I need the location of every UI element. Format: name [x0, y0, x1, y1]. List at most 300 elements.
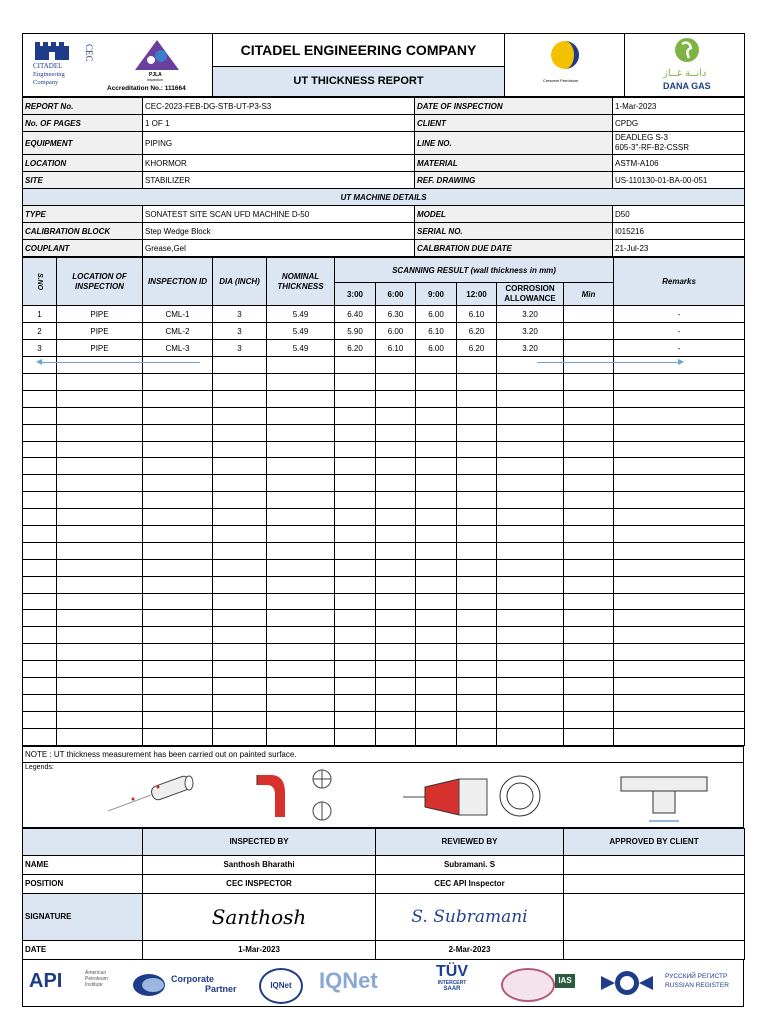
label-site: SITE — [23, 172, 143, 189]
empty-cell — [143, 475, 213, 492]
empty-cell — [497, 678, 564, 695]
cell-sno: 1 — [23, 306, 57, 323]
empty-cell — [416, 661, 457, 678]
empty-cell — [376, 711, 416, 728]
empty-cell — [457, 390, 497, 407]
empty-cell — [457, 678, 497, 695]
citadel-logo — [29, 38, 94, 92]
reviewed-by-header: REVIEWED BY — [376, 828, 564, 855]
ut-machine-section-title: UT MACHINE DETAILS — [23, 189, 745, 206]
empty-cell — [23, 492, 57, 509]
note-text: NOTE : UT thickness measurement has been carried out on painted surface. — [23, 746, 744, 762]
cell-min — [564, 323, 614, 340]
empty-cell — [57, 627, 143, 644]
info-row — [23, 115, 745, 132]
api-logo-text: American Petroleum Institute — [85, 969, 108, 988]
empty-cell — [143, 559, 213, 576]
empty-cell — [564, 509, 614, 526]
empty-table-row — [23, 576, 745, 593]
tee-legend-icon — [619, 767, 709, 825]
empty-cell — [213, 441, 267, 458]
arrow-right-icon: ▶ — [678, 357, 685, 366]
ias-logo: IAS — [555, 974, 575, 988]
label-ref-drawing: REF. DRAWING — [415, 172, 613, 189]
empty-cell — [564, 678, 614, 695]
empty-cell — [457, 357, 497, 374]
empty-cell — [614, 492, 745, 509]
header-remarks: Remarks — [614, 258, 745, 306]
empty-cell — [57, 593, 143, 610]
cell-dia: 3 — [213, 323, 267, 340]
cell-corrosion-allowance: 3.20 — [497, 306, 564, 323]
empty-cell — [213, 610, 267, 627]
empty-table-row — [23, 441, 745, 458]
signature-label: SIGNATURE — [23, 893, 143, 940]
empty-cell — [457, 424, 497, 441]
empty-cell — [457, 694, 497, 711]
empty-cell — [57, 644, 143, 661]
empty-cell — [143, 390, 213, 407]
empty-cell — [213, 694, 267, 711]
empty-cell — [143, 374, 213, 391]
empty-cell — [497, 661, 564, 678]
empty-cell — [497, 711, 564, 728]
company-name: CITADEL ENGINEERING COMPANY — [213, 34, 505, 67]
empty-cell — [143, 610, 213, 627]
empty-cell — [497, 610, 564, 627]
empty-cell — [57, 542, 143, 559]
empty-table-row — [23, 357, 745, 374]
name-label: NAME — [23, 855, 143, 874]
inspector-position: CEC INSPECTOR — [143, 874, 376, 893]
empty-cell — [213, 593, 267, 610]
label-model: MODEL — [415, 206, 613, 223]
empty-cell — [614, 694, 745, 711]
empty-cell — [564, 475, 614, 492]
empty-cell — [416, 374, 457, 391]
empty-cell — [57, 390, 143, 407]
empty-cell — [335, 644, 376, 661]
empty-cell — [614, 559, 745, 576]
empty-cell — [416, 475, 457, 492]
empty-cell — [213, 728, 267, 745]
empty-cell — [376, 509, 416, 526]
empty-cell — [57, 610, 143, 627]
empty-cell — [267, 357, 335, 374]
empty-cell — [57, 694, 143, 711]
empty-cell — [213, 644, 267, 661]
empty-cell — [335, 407, 376, 424]
empty-cell — [614, 475, 745, 492]
svg-text:PJLA: PJLA — [149, 72, 162, 78]
empty-cell — [614, 678, 745, 695]
empty-cell — [497, 424, 564, 441]
cell-sno: 3 — [23, 340, 57, 357]
empty-cell — [143, 694, 213, 711]
empty-cell — [213, 711, 267, 728]
empty-table-row — [23, 627, 745, 644]
empty-cell — [335, 492, 376, 509]
empty-cell — [376, 475, 416, 492]
scroll-arrow-line-left — [40, 362, 200, 363]
empty-cell — [213, 458, 267, 475]
empty-table-row — [23, 492, 745, 509]
empty-cell — [267, 407, 335, 424]
empty-cell — [335, 458, 376, 475]
crescent-logo — [505, 34, 625, 97]
empty-cell — [267, 526, 335, 543]
header-dia: DIA (INCH) — [213, 258, 267, 306]
empty-cell — [143, 728, 213, 745]
empty-cell — [497, 593, 564, 610]
cell-location: PIPE — [57, 306, 143, 323]
empty-cell — [457, 610, 497, 627]
empty-cell — [564, 441, 614, 458]
empty-cell — [457, 711, 497, 728]
info-row — [23, 155, 745, 172]
empty-cell — [416, 678, 457, 695]
empty-table-row — [23, 694, 745, 711]
header-corrosion-allowance: CORROSION ALLOWANCE — [497, 283, 564, 306]
empty-table-row — [23, 458, 745, 475]
header-min: Min — [564, 283, 614, 306]
label-calibration-due-date: CALBRATION DUE DATE — [415, 240, 613, 257]
empty-cell — [457, 526, 497, 543]
logo-cell — [23, 34, 213, 97]
api-logo — [29, 969, 108, 993]
header-3-00: 3:00 — [335, 283, 376, 306]
value-site: STABILIZER — [143, 172, 415, 189]
empty-table-row — [23, 644, 745, 661]
empty-cell — [267, 424, 335, 441]
empty-cell — [614, 526, 745, 543]
inspector-signature-text: Santhosh — [211, 904, 307, 929]
empty-cell — [143, 407, 213, 424]
empty-cell — [564, 390, 614, 407]
reviewer-date: 2-Mar-2023 — [376, 940, 564, 959]
tuv-text: TÜV — [436, 962, 468, 980]
empty-cell — [497, 526, 564, 543]
empty-cell — [614, 728, 745, 745]
cell-dia: 3 — [213, 340, 267, 357]
cell-location: PIPE — [57, 340, 143, 357]
russian-register-ru: РУССКИЙ РЕГИСТР — [665, 972, 728, 980]
value-model: D50 — [613, 206, 745, 223]
empty-cell — [614, 644, 745, 661]
info-row — [23, 206, 745, 223]
empty-cell — [213, 492, 267, 509]
empty-cell — [213, 357, 267, 374]
empty-cell — [564, 661, 614, 678]
empty-cell — [376, 374, 416, 391]
empty-table-row — [23, 542, 745, 559]
cell-3-00: 6.40 — [335, 306, 376, 323]
empty-cell — [57, 424, 143, 441]
empty-cell — [376, 390, 416, 407]
client-name — [564, 855, 745, 874]
asnt-corporate-partner-logo — [131, 972, 249, 998]
empty-cell — [335, 475, 376, 492]
line-no-part2: 605-3"-RF-B2-CSSR — [615, 143, 689, 152]
empty-cell — [267, 509, 335, 526]
cell-inspection-id: CML-3 — [143, 340, 213, 357]
empty-cell — [335, 374, 376, 391]
empty-cell — [457, 661, 497, 678]
empty-cell — [267, 458, 335, 475]
empty-cell — [335, 526, 376, 543]
empty-cell — [457, 644, 497, 661]
asnt-partner-text: Partner — [205, 983, 237, 994]
header-nominal-thickness: NOMINAL THICKNESS — [267, 258, 335, 306]
empty-cell — [416, 492, 457, 509]
legends-label: Legends: — [25, 763, 54, 771]
empty-cell — [143, 593, 213, 610]
empty-cell — [23, 390, 57, 407]
empty-table-row — [23, 424, 745, 441]
empty-cell — [564, 593, 614, 610]
empty-cell — [497, 357, 564, 374]
label-couplant: COUPLANT — [23, 240, 143, 257]
inspector-date: 1-Mar-2023 — [143, 940, 376, 959]
empty-cell — [457, 374, 497, 391]
empty-cell — [497, 576, 564, 593]
label-calibration-block: CALIBRATION BLOCK — [23, 223, 143, 240]
value-location: KHORMOR — [143, 155, 415, 172]
empty-cell — [143, 357, 213, 374]
value-serial-no: I015216 — [613, 223, 745, 240]
empty-cell — [457, 407, 497, 424]
empty-cell — [376, 593, 416, 610]
header-inspection-id: INSPECTION ID — [143, 258, 213, 306]
header-location: LOCATION OF INSPECTION — [57, 258, 143, 306]
value-client: CPDG — [613, 115, 745, 132]
cell-6-00: 6.10 — [376, 340, 416, 357]
inspector-name: Santhosh Bharathi — [143, 855, 376, 874]
cell-min — [564, 306, 614, 323]
tuv-saar-logo — [409, 964, 495, 1002]
cell-corrosion-allowance: 3.20 — [497, 340, 564, 357]
api-logo-mark: API — [29, 969, 63, 992]
arrow-left-icon: ◀ — [36, 357, 43, 366]
cell-3-00: 5.90 — [335, 323, 376, 340]
empty-cell — [376, 644, 416, 661]
svg-text:Crescent Petroleum: Crescent Petroleum — [543, 78, 579, 83]
empty-table-row — [23, 509, 745, 526]
pipe-direction-legend-icon — [103, 773, 213, 817]
label-client: CLIENT — [415, 115, 613, 132]
report-info-table — [22, 97, 745, 257]
russian-register-en: RUSSIAN REGISTER — [665, 981, 729, 989]
empty-cell — [497, 694, 564, 711]
cell-remarks: - — [614, 306, 745, 323]
header-12-00: 12:00 — [457, 283, 497, 306]
empty-cell — [213, 424, 267, 441]
empty-cell — [23, 374, 57, 391]
header-sno-text: S.NO — [36, 272, 43, 291]
empty-cell — [267, 627, 335, 644]
header-sno — [23, 258, 57, 306]
pjla-logo — [127, 38, 187, 82]
empty-cell — [564, 424, 614, 441]
empty-cell — [143, 542, 213, 559]
label-line-no: LINE NO. — [415, 132, 613, 155]
empty-cell — [416, 644, 457, 661]
empty-cell — [23, 542, 57, 559]
empty-cell — [23, 475, 57, 492]
empty-cell — [57, 711, 143, 728]
report-header — [22, 33, 745, 97]
empty-cell — [614, 576, 745, 593]
empty-cell — [376, 678, 416, 695]
legends-cell — [23, 762, 744, 827]
cell-remarks: - — [614, 340, 745, 357]
empty-cell — [614, 509, 745, 526]
empty-cell — [416, 390, 457, 407]
info-row — [23, 223, 745, 240]
empty-cell — [335, 728, 376, 745]
cell-sno: 2 — [23, 323, 57, 340]
empty-cell — [457, 576, 497, 593]
empty-cell — [614, 374, 745, 391]
empty-cell — [23, 610, 57, 627]
empty-cell — [416, 728, 457, 745]
value-equipment: PIPING — [143, 132, 415, 155]
client-position — [564, 874, 745, 893]
empty-cell — [416, 593, 457, 610]
label-serial-no: SERIAL NO. — [415, 223, 613, 240]
empty-cell — [213, 475, 267, 492]
svg-text:دانــة غــاز: دانــة غــاز — [663, 68, 707, 79]
empty-cell — [57, 407, 143, 424]
cell-12-00: 6.20 — [457, 323, 497, 340]
empty-cell — [23, 424, 57, 441]
empty-cell — [213, 627, 267, 644]
empty-table-row — [23, 475, 745, 492]
cell-9-00: 6.10 — [416, 323, 457, 340]
empty-cell — [267, 559, 335, 576]
empty-cell — [497, 458, 564, 475]
russian-register-text — [665, 972, 729, 990]
empty-cell — [267, 678, 335, 695]
cell-nominal-thickness: 5.49 — [267, 323, 335, 340]
empty-cell — [497, 644, 564, 661]
empty-cell — [497, 390, 564, 407]
client-date — [564, 940, 745, 959]
empty-cell — [614, 458, 745, 475]
empty-cell — [143, 576, 213, 593]
label-no-of-pages: No. OF PAGES — [23, 115, 143, 132]
empty-cell — [497, 728, 564, 745]
cell-nominal-thickness: 5.49 — [267, 306, 335, 323]
empty-cell — [23, 576, 57, 593]
empty-cell — [416, 407, 457, 424]
empty-table-row — [23, 559, 745, 576]
empty-table-row — [23, 407, 745, 424]
empty-cell — [614, 610, 745, 627]
empty-cell — [376, 424, 416, 441]
empty-cell — [335, 711, 376, 728]
empty-cell — [213, 526, 267, 543]
empty-cell — [335, 542, 376, 559]
label-date-of-inspection: DATE OF INSPECTION — [415, 98, 613, 115]
header-6-00: 6:00 — [376, 283, 416, 306]
empty-cell — [497, 509, 564, 526]
empty-cell — [23, 526, 57, 543]
empty-cell — [143, 492, 213, 509]
empty-cell — [497, 407, 564, 424]
empty-cell — [416, 694, 457, 711]
cell-3-00: 6.20 — [335, 340, 376, 357]
empty-cell — [457, 509, 497, 526]
empty-cell — [457, 559, 497, 576]
cell-9-00: 6.00 — [416, 306, 457, 323]
empty-cell — [376, 694, 416, 711]
empty-cell — [376, 458, 416, 475]
table-row — [23, 323, 745, 340]
empty-cell — [416, 357, 457, 374]
inspector-signature — [143, 893, 376, 940]
empty-cell — [416, 526, 457, 543]
reducer-legend-icon — [403, 777, 503, 821]
value-type: SONATEST SITE SCAN UFD MACHINE D-50 — [143, 206, 415, 223]
empty-cell — [23, 728, 57, 745]
empty-cell — [564, 458, 614, 475]
empty-cell — [614, 441, 745, 458]
empty-cell — [335, 559, 376, 576]
empty-cell — [416, 711, 457, 728]
empty-cell — [564, 711, 614, 728]
client-signature — [564, 893, 745, 940]
footer-logos — [22, 960, 744, 1007]
empty-cell — [57, 559, 143, 576]
empty-cell — [143, 661, 213, 678]
empty-cell — [57, 509, 143, 526]
signoff-header-blank — [23, 828, 143, 855]
value-ref-drawing: US-110130-01-BA-00-051 — [613, 172, 745, 189]
empty-cell — [23, 644, 57, 661]
table-row — [23, 340, 745, 357]
empty-cell — [457, 728, 497, 745]
empty-cell — [267, 492, 335, 509]
round-seal-logo — [501, 968, 555, 1002]
empty-cell — [267, 576, 335, 593]
empty-cell — [497, 492, 564, 509]
saar-text: SAAR — [443, 985, 461, 992]
empty-cell — [143, 711, 213, 728]
empty-cell — [564, 644, 614, 661]
empty-cell — [23, 711, 57, 728]
empty-cell — [497, 374, 564, 391]
empty-cell — [23, 678, 57, 695]
empty-table-row — [23, 374, 745, 391]
table-body — [23, 306, 745, 746]
reviewer-signature — [376, 893, 564, 940]
empty-cell — [457, 627, 497, 644]
svg-text:CEC: CEC — [84, 44, 94, 62]
empty-cell — [267, 728, 335, 745]
empty-cell — [416, 576, 457, 593]
empty-cell — [23, 627, 57, 644]
empty-table-row — [23, 390, 745, 407]
clock-position-legend-icon — [309, 767, 335, 827]
signoff-table — [22, 828, 745, 960]
empty-cell — [416, 458, 457, 475]
empty-cell — [416, 441, 457, 458]
value-date-of-inspection: 1-Mar-2023 — [613, 98, 745, 115]
empty-cell — [267, 441, 335, 458]
empty-cell — [23, 661, 57, 678]
value-calibration-due-date: 21-Jul-23 — [613, 240, 745, 257]
